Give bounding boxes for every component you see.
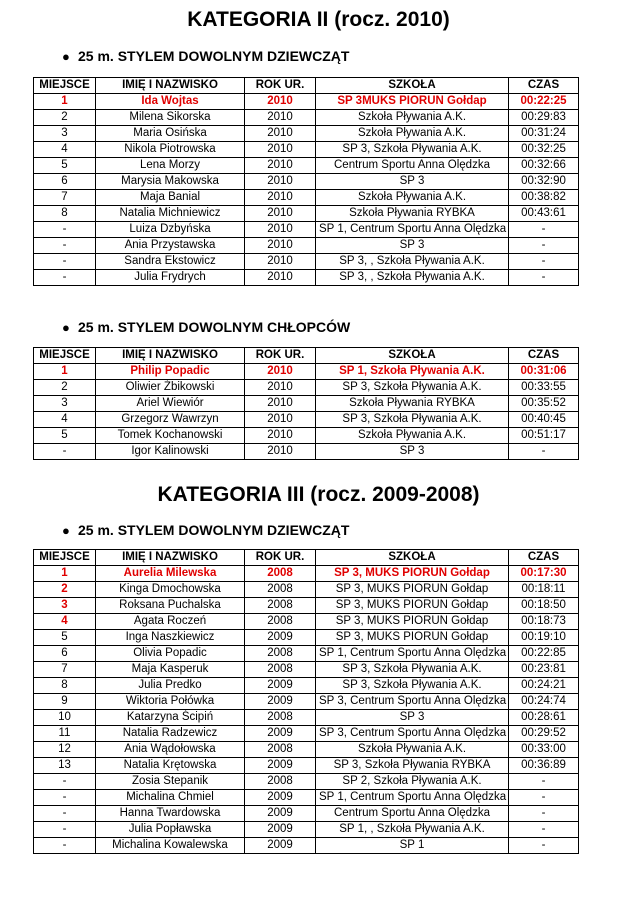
column-header-time: CZAS xyxy=(509,348,579,364)
cell-name: Zosia Stepanik xyxy=(96,774,245,790)
column-header-birth-year: ROK UR. xyxy=(245,348,316,364)
table-row xyxy=(34,726,579,742)
cell-name: Philip Popadic xyxy=(96,364,245,380)
cell-time: 00:22:25 xyxy=(509,94,579,110)
table-row xyxy=(34,614,579,630)
cell-name: Ida Wojtas xyxy=(96,94,245,110)
cell-place: 6 xyxy=(34,646,96,662)
cell-school: SP 3, Centrum Sportu Anna Olędzka xyxy=(316,694,509,710)
column-header-time: CZAS xyxy=(509,550,579,566)
section-heading-text: 25 m. STYLEM DOWOLNYM DZIEWCZĄT xyxy=(78,522,350,538)
table-row xyxy=(34,396,579,412)
cell-school: SP 3, , Szkoła Pływania A.K. xyxy=(316,254,509,270)
cell-school: SP 3, Szkoła Pływania A.K. xyxy=(316,142,509,158)
cell-school: Szkoła Pływania A.K. xyxy=(316,742,509,758)
table-row xyxy=(34,630,579,646)
section-heading-cat2-boys xyxy=(62,319,350,335)
table-row xyxy=(34,774,579,790)
cell-school: SP 3, Szkoła Pływania A.K. xyxy=(316,380,509,396)
cell-place: 4 xyxy=(34,412,96,428)
cell-school: SP 1, Szkoła Pływania A.K. xyxy=(316,364,509,380)
cell-time: 00:36:89 xyxy=(509,758,579,774)
cell-school: SP 3, Centrum Sportu Anna Olędzka xyxy=(316,726,509,742)
table-row xyxy=(34,838,579,854)
table-row xyxy=(34,206,579,222)
cell-birth-year: 2010 xyxy=(245,380,316,396)
cell-time: 00:32:25 xyxy=(509,142,579,158)
cell-time: - xyxy=(509,254,579,270)
table-header-row xyxy=(34,550,579,566)
cell-school: Szkoła Pływania A.K. xyxy=(316,110,509,126)
cell-school: Szkoła Pływania RYBKA xyxy=(316,396,509,412)
table-row xyxy=(34,598,579,614)
cell-time: 00:17:30 xyxy=(509,566,579,582)
cell-birth-year: 2010 xyxy=(245,254,316,270)
cell-school: SP 1, Centrum Sportu Anna Olędzka xyxy=(316,646,509,662)
cell-birth-year: 2010 xyxy=(245,396,316,412)
cell-place: 2 xyxy=(34,582,96,598)
cell-place: - xyxy=(34,790,96,806)
cell-name: Lena Morzy xyxy=(96,158,245,174)
cell-place: - xyxy=(34,806,96,822)
cell-time: 00:28:61 xyxy=(509,710,579,726)
cell-time: - xyxy=(509,822,579,838)
table-row xyxy=(34,222,579,238)
column-header-name: IMIĘ I NAZWISKO xyxy=(96,78,245,94)
cell-birth-year: 2008 xyxy=(245,646,316,662)
table-row xyxy=(34,806,579,822)
cell-birth-year: 2010 xyxy=(245,428,316,444)
cell-birth-year: 2010 xyxy=(245,142,316,158)
cell-birth-year: 2009 xyxy=(245,790,316,806)
cell-birth-year: 2010 xyxy=(245,110,316,126)
category-3-title: KATEGORIA III (rocz. 2009-2008) xyxy=(157,483,480,506)
cell-school: SP 1, Centrum Sportu Anna Olędzka xyxy=(316,790,509,806)
cell-school: SP 3, MUKS PIORUN Gołdap xyxy=(316,598,509,614)
cell-place: 2 xyxy=(34,110,96,126)
cell-school: SP 3, , Szkoła Pływania A.K. xyxy=(316,270,509,286)
table-row xyxy=(34,662,579,678)
cell-time: 00:40:45 xyxy=(509,412,579,428)
cell-school: SP 3, Szkoła Pływania A.K. xyxy=(316,678,509,694)
cell-place: 3 xyxy=(34,126,96,142)
cell-name: Grzegorz Wawrzyn xyxy=(96,412,245,428)
cell-name: Tomek Kochanowski xyxy=(96,428,245,444)
cell-place: 1 xyxy=(34,364,96,380)
cell-name: Ania Wądołowska xyxy=(96,742,245,758)
cell-time: 00:32:90 xyxy=(509,174,579,190)
column-header-school: SZKOŁA xyxy=(316,78,509,94)
cell-name: Julia Frydrych xyxy=(96,270,245,286)
table-row xyxy=(34,742,579,758)
table-row xyxy=(34,110,579,126)
cell-name: Kinga Dmochowska xyxy=(96,582,245,598)
cell-birth-year: 2010 xyxy=(245,94,316,110)
cell-place: 7 xyxy=(34,190,96,206)
cell-school: SP 3, MUKS PIORUN Gołdap xyxy=(316,566,509,582)
cell-time: 00:24:74 xyxy=(509,694,579,710)
cell-time: - xyxy=(509,838,579,854)
column-header-place: MIEJSCE xyxy=(34,78,96,94)
cell-birth-year: 2009 xyxy=(245,726,316,742)
cell-birth-year: 2010 xyxy=(245,238,316,254)
cell-school: SP 3, MUKS PIORUN Gołdap xyxy=(316,582,509,598)
cell-time: - xyxy=(509,806,579,822)
table-row xyxy=(34,758,579,774)
bullet-icon: ● xyxy=(62,49,70,64)
cell-school: SP 2, Szkoła Pływania A.K. xyxy=(316,774,509,790)
section-heading-cat3-girls xyxy=(62,522,349,538)
cell-name: Maja Banial xyxy=(96,190,245,206)
cell-place: - xyxy=(34,838,96,854)
cell-birth-year: 2008 xyxy=(245,742,316,758)
cell-place: 3 xyxy=(34,396,96,412)
column-header-time: CZAS xyxy=(509,78,579,94)
cell-school: SP 3 xyxy=(316,238,509,254)
cell-place: 1 xyxy=(34,94,96,110)
cell-name: Oliwier Żbikowski xyxy=(96,380,245,396)
cell-birth-year: 2009 xyxy=(245,678,316,694)
cell-place: 6 xyxy=(34,174,96,190)
cell-school: SP 3, Szkoła Pływania A.K. xyxy=(316,412,509,428)
cell-name: Luiza Dzbyńska xyxy=(96,222,245,238)
cell-place: 5 xyxy=(34,630,96,646)
column-header-birth-year: ROK UR. xyxy=(245,550,316,566)
column-header-school: SZKOŁA xyxy=(316,348,509,364)
cell-school: SP 3, Szkoła Pływania RYBKA xyxy=(316,758,509,774)
cell-school: SP 3 xyxy=(316,710,509,726)
column-header-name: IMIĘ I NAZWISKO xyxy=(96,348,245,364)
cell-birth-year: 2008 xyxy=(245,566,316,582)
cell-name: Igor Kalinowski xyxy=(96,444,245,460)
cell-school: Szkoła Pływania RYBKA xyxy=(316,206,509,222)
results-table-cat2-girls xyxy=(33,77,579,286)
cell-time: 00:33:55 xyxy=(509,380,579,396)
cell-place: 9 xyxy=(34,694,96,710)
table-row xyxy=(34,174,579,190)
cell-name: Maja Kasperuk xyxy=(96,662,245,678)
cell-birth-year: 2009 xyxy=(245,822,316,838)
cell-birth-year: 2008 xyxy=(245,598,316,614)
category-2-title: KATEGORIA II (rocz. 2010) xyxy=(187,8,450,31)
cell-time: 00:29:52 xyxy=(509,726,579,742)
cell-time: 00:18:73 xyxy=(509,614,579,630)
cell-birth-year: 2010 xyxy=(245,206,316,222)
cell-time: 00:19:10 xyxy=(509,630,579,646)
table-row xyxy=(34,646,579,662)
column-header-place: MIEJSCE xyxy=(34,550,96,566)
cell-place: 8 xyxy=(34,678,96,694)
cell-time: 00:35:52 xyxy=(509,396,579,412)
cell-time: 00:38:82 xyxy=(509,190,579,206)
table-row xyxy=(34,94,579,110)
results-table-cat3-girls xyxy=(33,549,579,854)
cell-name: Maria Osińska xyxy=(96,126,245,142)
cell-place: 8 xyxy=(34,206,96,222)
cell-birth-year: 2009 xyxy=(245,806,316,822)
cell-place: 5 xyxy=(34,158,96,174)
cell-time: - xyxy=(509,238,579,254)
cell-birth-year: 2010 xyxy=(245,190,316,206)
cell-birth-year: 2008 xyxy=(245,662,316,678)
cell-name: Ariel Wiewiór xyxy=(96,396,245,412)
table-row xyxy=(34,678,579,694)
table-row xyxy=(34,822,579,838)
table-row xyxy=(34,254,579,270)
cell-school: SP 3, MUKS PIORUN Gołdap xyxy=(316,614,509,630)
cell-time: 00:23:81 xyxy=(509,662,579,678)
cell-place: 7 xyxy=(34,662,96,678)
cell-school: Szkoła Pływania A.K. xyxy=(316,126,509,142)
section-heading-text: 25 m. STYLEM DOWOLNYM CHŁOPCÓW xyxy=(78,319,351,335)
cell-name: Roksana Puchalska xyxy=(96,598,245,614)
cell-time: 00:24:21 xyxy=(509,678,579,694)
cell-time: - xyxy=(509,222,579,238)
cell-birth-year: 2010 xyxy=(245,126,316,142)
cell-school: SP 1, , Szkoła Pływania A.K. xyxy=(316,822,509,838)
cell-place: - xyxy=(34,822,96,838)
table-header-row xyxy=(34,78,579,94)
cell-name: Sandra Ekstowicz xyxy=(96,254,245,270)
table-row xyxy=(34,412,579,428)
cell-place: - xyxy=(34,774,96,790)
cell-name: Natalia Michniewicz xyxy=(96,206,245,222)
cell-place: 2 xyxy=(34,380,96,396)
cell-name: Natalia Radzewicz xyxy=(96,726,245,742)
cell-school: Centrum Sportu Anna Olędzka xyxy=(316,158,509,174)
cell-place: 12 xyxy=(34,742,96,758)
cell-place: - xyxy=(34,444,96,460)
cell-school: SP 1, Centrum Sportu Anna Olędzka xyxy=(316,222,509,238)
results-table-cat2-boys xyxy=(33,347,579,460)
cell-birth-year: 2010 xyxy=(245,364,316,380)
cell-time: 00:22:85 xyxy=(509,646,579,662)
cell-name: Milena Sikorska xyxy=(96,110,245,126)
cell-birth-year: 2008 xyxy=(245,710,316,726)
cell-place: 10 xyxy=(34,710,96,726)
table-row xyxy=(34,428,579,444)
cell-time: 00:18:50 xyxy=(509,598,579,614)
cell-birth-year: 2010 xyxy=(245,158,316,174)
cell-place: 5 xyxy=(34,428,96,444)
cell-name: Marysia Makowska xyxy=(96,174,245,190)
column-header-place: MIEJSCE xyxy=(34,348,96,364)
table-row xyxy=(34,582,579,598)
cell-time: 00:31:06 xyxy=(509,364,579,380)
table-row xyxy=(34,444,579,460)
table-row xyxy=(34,126,579,142)
table-row xyxy=(34,238,579,254)
cell-name: Natalia Krętowska xyxy=(96,758,245,774)
section-heading-cat2-girls xyxy=(62,48,349,64)
cell-birth-year: 2010 xyxy=(245,174,316,190)
cell-name: Michalina Chmiel xyxy=(96,790,245,806)
cell-place: 3 xyxy=(34,598,96,614)
cell-place: 11 xyxy=(34,726,96,742)
column-header-name: IMIĘ I NAZWISKO xyxy=(96,550,245,566)
cell-birth-year: 2009 xyxy=(245,758,316,774)
table-row xyxy=(34,270,579,286)
cell-name: Olivia Popadic xyxy=(96,646,245,662)
cell-time: - xyxy=(509,444,579,460)
cell-time: - xyxy=(509,774,579,790)
cell-time: 00:51:17 xyxy=(509,428,579,444)
column-header-school: SZKOŁA xyxy=(316,550,509,566)
cell-time: 00:31:24 xyxy=(509,126,579,142)
cell-name: Ania Przystawska xyxy=(96,238,245,254)
bullet-icon: ● xyxy=(62,523,70,538)
table-row xyxy=(34,694,579,710)
table-row xyxy=(34,790,579,806)
table-row xyxy=(34,566,579,582)
cell-place: 13 xyxy=(34,758,96,774)
cell-birth-year: 2010 xyxy=(245,270,316,286)
column-header-birth-year: ROK UR. xyxy=(245,78,316,94)
cell-school: SP 1 xyxy=(316,838,509,854)
cell-name: Michalina Kowalewska xyxy=(96,838,245,854)
cell-place: - xyxy=(34,238,96,254)
cell-name: Agata Roczeń xyxy=(96,614,245,630)
cell-birth-year: 2008 xyxy=(245,614,316,630)
bullet-icon: ● xyxy=(62,320,70,335)
cell-time: 00:43:61 xyxy=(509,206,579,222)
cell-name: Hanna Twardowska xyxy=(96,806,245,822)
cell-name: Aurelia Milewska xyxy=(96,566,245,582)
table-row xyxy=(34,190,579,206)
cell-name: Katarzyna Ścipiń xyxy=(96,710,245,726)
cell-school: Centrum Sportu Anna Olędzka xyxy=(316,806,509,822)
cell-school: Szkoła Pływania A.K. xyxy=(316,190,509,206)
cell-name: Inga Naszkiewicz xyxy=(96,630,245,646)
cell-school: SP 3, MUKS PIORUN Gołdap xyxy=(316,630,509,646)
cell-place: 4 xyxy=(34,142,96,158)
cell-school: SP 3MUKS PIORUN Gołdap xyxy=(316,94,509,110)
cell-school: SP 3 xyxy=(316,444,509,460)
cell-time: 00:33:00 xyxy=(509,742,579,758)
section-heading-text: 25 m. STYLEM DOWOLNYM DZIEWCZĄT xyxy=(78,48,350,64)
cell-birth-year: 2009 xyxy=(245,838,316,854)
cell-name: Julia Predko xyxy=(96,678,245,694)
cell-school: Szkoła Pływania A.K. xyxy=(316,428,509,444)
table-header-row xyxy=(34,348,579,364)
cell-school: SP 3 xyxy=(316,174,509,190)
cell-place: - xyxy=(34,222,96,238)
cell-birth-year: 2010 xyxy=(245,412,316,428)
cell-time: 00:29:83 xyxy=(509,110,579,126)
cell-time: - xyxy=(509,270,579,286)
cell-birth-year: 2009 xyxy=(245,630,316,646)
cell-place: - xyxy=(34,254,96,270)
table-row xyxy=(34,710,579,726)
cell-birth-year: 2010 xyxy=(245,444,316,460)
cell-place: - xyxy=(34,270,96,286)
cell-name: Wiktoria Połówka xyxy=(96,694,245,710)
table-row xyxy=(34,380,579,396)
table-row xyxy=(34,158,579,174)
cell-birth-year: 2008 xyxy=(245,774,316,790)
cell-place: 4 xyxy=(34,614,96,630)
cell-place: 1 xyxy=(34,566,96,582)
cell-time: 00:18:11 xyxy=(509,582,579,598)
cell-time: - xyxy=(509,790,579,806)
cell-name: Julia Popławska xyxy=(96,822,245,838)
cell-time: 00:32:66 xyxy=(509,158,579,174)
cell-birth-year: 2010 xyxy=(245,222,316,238)
cell-school: SP 3, Szkoła Pływania A.K. xyxy=(316,662,509,678)
table-row xyxy=(34,142,579,158)
table-row xyxy=(34,364,579,380)
cell-name: Nikola Piotrowska xyxy=(96,142,245,158)
cell-birth-year: 2009 xyxy=(245,694,316,710)
cell-birth-year: 2008 xyxy=(245,582,316,598)
